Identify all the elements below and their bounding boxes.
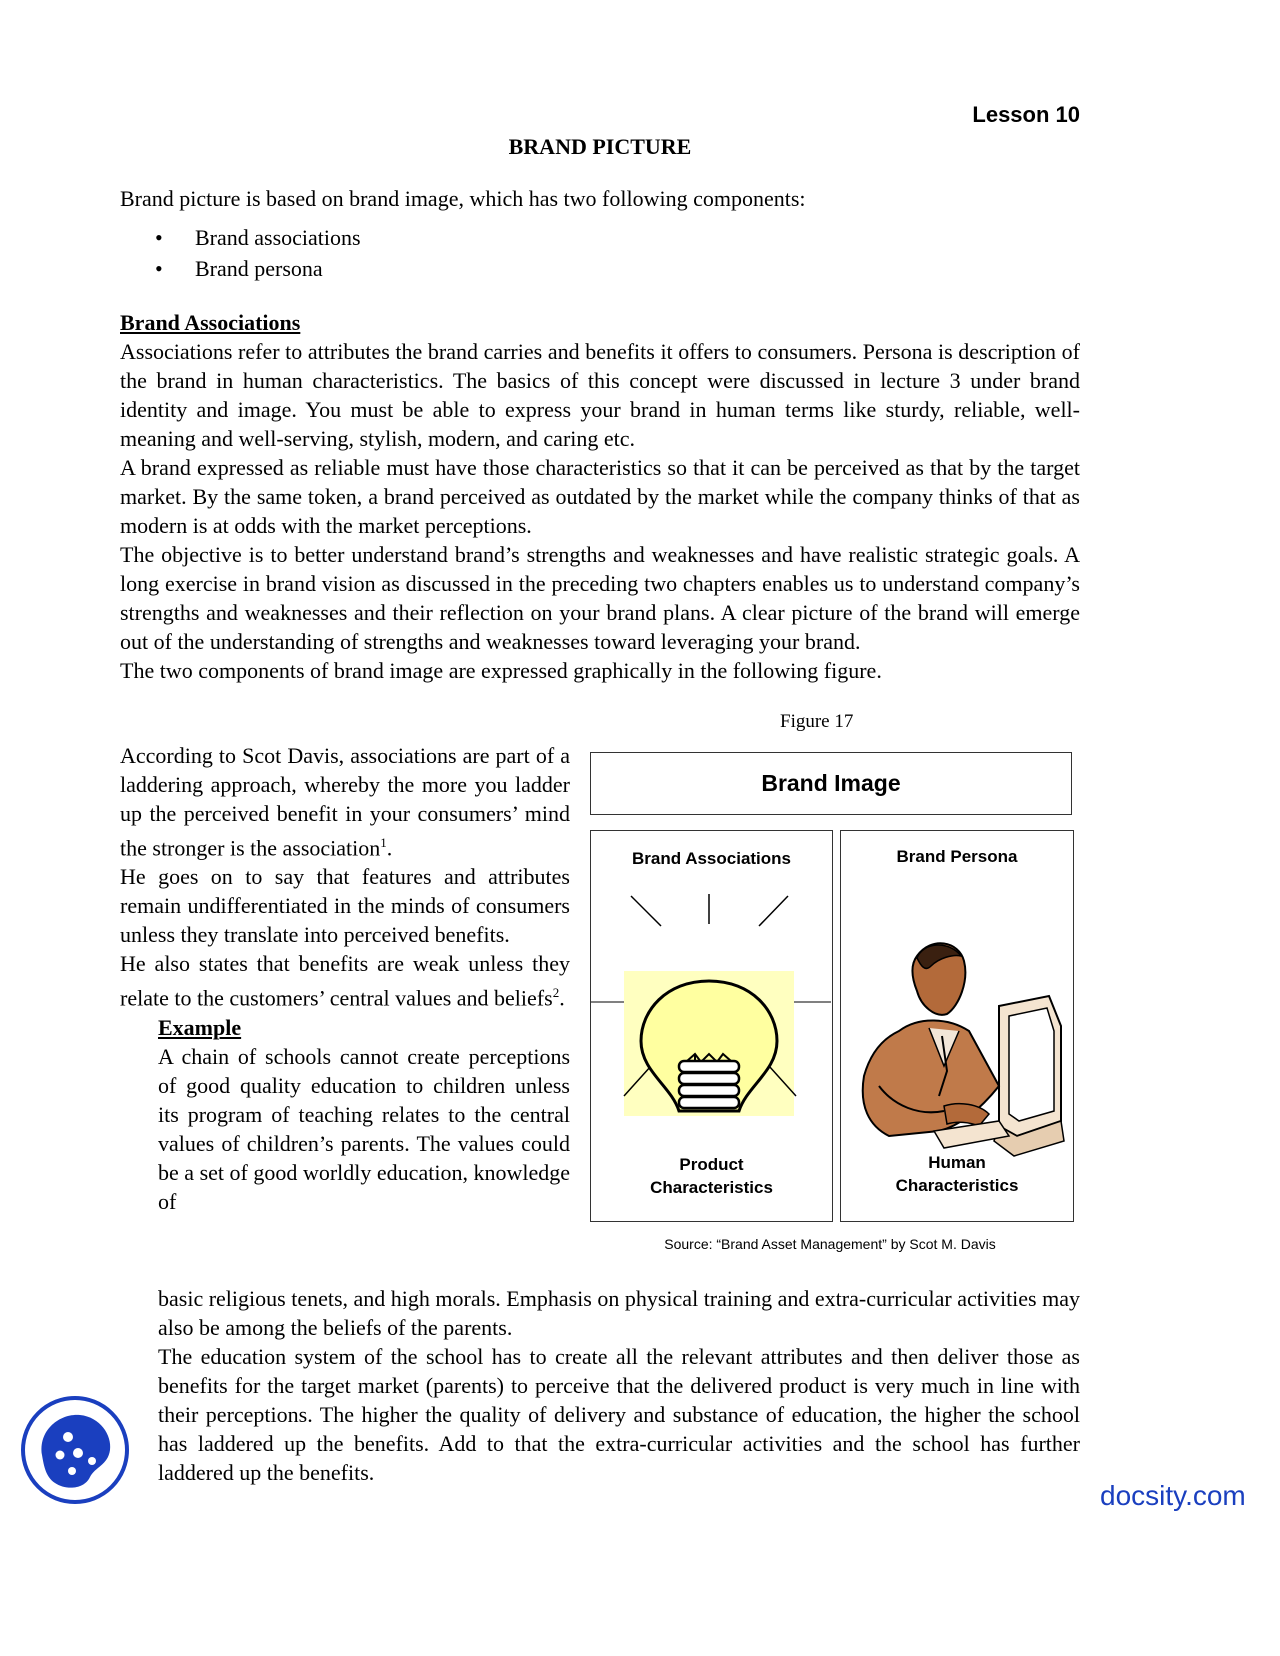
continued-section: [158, 1284, 1080, 1487]
figure-source: Source: “Brand Asset Management” by Scot M. Davis: [664, 1236, 996, 1252]
panel-heading: Brand Persona: [896, 847, 1018, 866]
paragraph: The education system of the school has to create all the relevant attributes and then deliver those as benefits for the target market (parents) to perceive that the delivered product is very much in line with their perceptions. The higher the quality of delivery and substance of education, the higher the school has laddered up the benefits. Add to that the extra-curricular activities and the school has further laddered up the benefits.: [158, 1344, 1080, 1485]
page-title: BRAND PICTURE: [508, 134, 692, 159]
paragraph: According to Scot Davis, associations are part of a laddering approach, whereby the more you ladder up the perceived benefit in your consumers’ mind the stronger is the association$^1$.: [120, 743, 570, 861]
panel-caption: Characteristics: [895, 1176, 1019, 1195]
paragraph: Associations refer to attributes the brand carries and benefits it offers to consumers. Persona is description of the brand in human characteristics. The basics of this concept were discussed in lecture 3 under brand identity and image. You must be able to express your brand in human terms like sturdy, reliable, well-meaning and well-serving, stylish, modern, and caring etc.: [120, 339, 1080, 451]
brand-persona-panel: [840, 830, 1074, 1222]
paragraph: A chain of schools cannot create perceptions of good quality education to children unless its program of teaching relates to the central values of children’s parents. The values could be a set of good worldly education, knowledge of: [158, 1043, 570, 1214]
paragraph: The objective is to better understand brand’s strengths and weaknesses and have realistic strategic goals. A long exercise in brand vision as discussed in the preceding two chapters enables us to understand company’s strengths and weaknesses and their reflection on your brand plans. A clear picture of the brand will emerge out of the understanding of strengths and weaknesses toward leveraging your brand.: [120, 542, 1080, 654]
panel-caption: Product: [679, 1155, 744, 1174]
panel-caption: Human: [928, 1153, 986, 1172]
list-item: • Brand persona: [155, 253, 361, 284]
paragraph: basic religious tenets, and high morals. Emphasis on physical training and extra-curricular activities may also be among the beliefs of the parents.: [158, 1286, 1080, 1340]
paragraph: A brand expressed as reliable must have those characteristics so that it can be perceived as that by the target market. By the same token, a brand perceived as outdated by the market while the company thinks of that as modern is at odds with the market perceptions.: [120, 455, 1080, 538]
intro-text: Brand picture is based on brand image, which has two following components:: [120, 186, 806, 211]
component-list: [155, 222, 361, 284]
figure-label: Figure 17: [780, 711, 854, 732]
lesson-number: Lesson 10: [972, 102, 1080, 127]
main-section: [120, 308, 1080, 685]
lightbulb-base-icon: [591, 831, 831, 1131]
panel-caption: Characteristics: [650, 1178, 773, 1197]
list-item: • Brand associations: [155, 222, 361, 253]
brand-associations-panel: [590, 830, 833, 1222]
section-heading: Brand Associations: [120, 310, 301, 335]
brand-image-box: [590, 752, 1072, 815]
side-column: [120, 741, 570, 1216]
docsity-brand[interactable]: docsity.com: [1100, 1480, 1246, 1511]
example-heading: Example: [158, 1014, 242, 1040]
figure-title: Brand Image: [761, 770, 901, 796]
paragraph: The two components of brand image are expressed graphically in the following figure.: [120, 658, 882, 683]
paragraph: He also states that benefits are weak unless they relate to the customers’ central values and beliefs$^2$.: [120, 951, 570, 1011]
paragraph: He goes on to say that features and attributes remain undifferentiated in the minds of consumers unless they translate into perceived benefits.: [120, 864, 570, 948]
panel-heading: Brand Associations: [631, 849, 792, 868]
person-at-computer-icon: [849, 936, 1069, 1166]
docsity-logo-icon: [20, 1395, 130, 1505]
